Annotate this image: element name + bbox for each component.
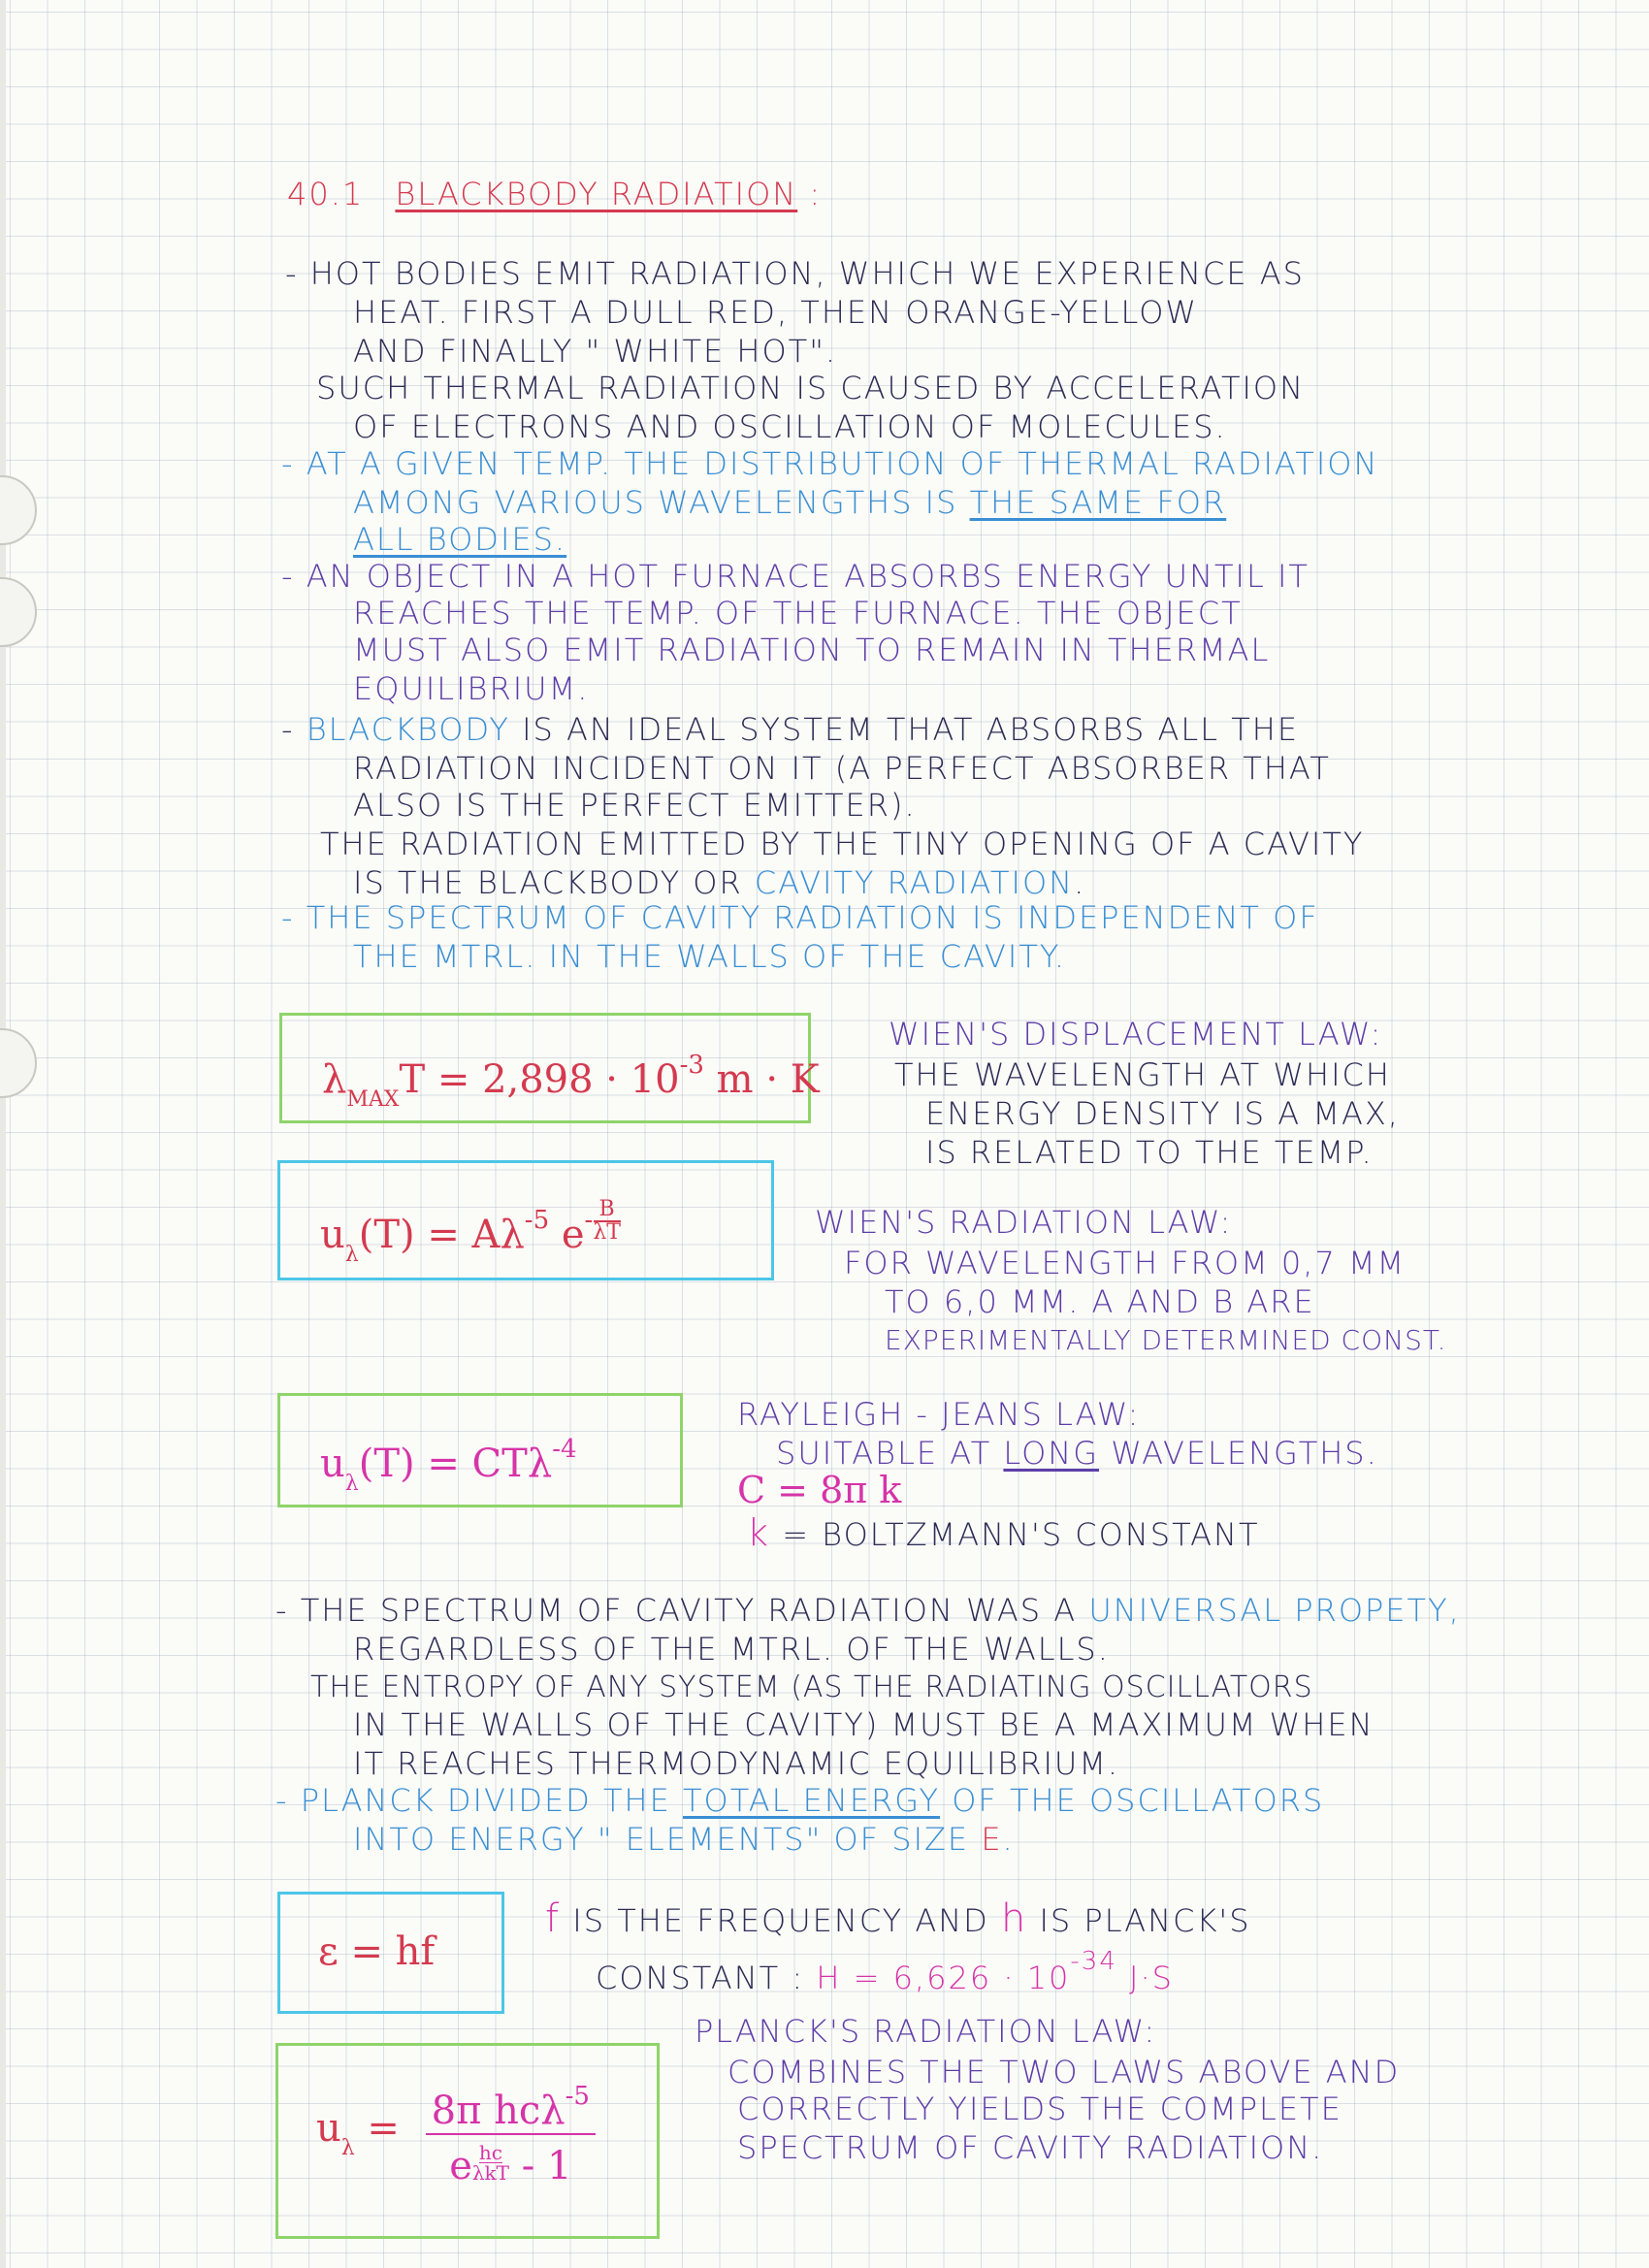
text-line: HEAT. FIRST A DULL RED, THEN ORANGE-YELLOW (353, 294, 1199, 331)
underlined-phrase: THE SAME FOR (969, 484, 1227, 521)
term-total-energy: TOTAL ENERGY (682, 1782, 941, 1819)
text-line: - BLACKBODY IS AN IDEAL SYSTEM THAT ABSORBS ALL THE (281, 711, 1300, 748)
note-title: RAYLEIGH - JEANS LAW: (737, 1396, 1141, 1433)
text-line: ALSO IS THE PERFECT EMITTER). (353, 787, 917, 824)
text-line: SPECTRUM OF CAVITY RADIATION. (737, 2129, 1324, 2166)
text-line: AMONG VARIOUS WAVELENGTHS IS THE SAME FOR (353, 484, 1227, 521)
text-line: IS THE BLACKBODY OR CAVITY RADIATION. (353, 864, 1086, 901)
term-universal-property: UNIVERSAL PROPETY, (1088, 1592, 1461, 1629)
text-line: - AT A GIVEN TEMP. THE DISTRIBUTION OF THERMAL RADIATION (281, 445, 1379, 482)
binder-hole (0, 475, 37, 545)
text-line: RADIATION INCIDENT ON IT (A PERFECT ABSORBER THAT (353, 750, 1331, 787)
text-line: k = BOLTZMANN'S CONSTANT (747, 1511, 1260, 1554)
text-line: - THE SPECTRUM OF CAVITY RADIATION IS INDEPENDENT OF (281, 899, 1319, 936)
text-line: - AN OBJECT IN A HOT FURNACE ABSORBS ENERGY UNTIL IT (281, 558, 1310, 595)
binder-hole (0, 1028, 37, 1098)
text-line: CONSTANT : $H = 6,626 \cdot 10^{-34}$ J·S (596, 1947, 1174, 1996)
text-line: TO 6,0 ΜM. A AND B ARE (885, 1283, 1315, 1320)
text-line: MUST ALSO EMIT RADIATION TO REMAIN IN THERMAL (353, 632, 1271, 668)
underlined-phrase: ALL BODIES. (353, 521, 567, 558)
text-line: EQUILIBRIUM. (353, 670, 590, 707)
text-line: IS RELATED TO THE TEMP. (925, 1134, 1374, 1171)
text-line: THE ENTROPY OF ANY SYSTEM (AS THE RADIATING OSCILLATORS (310, 1670, 1313, 1704)
section-number: 40.1 (287, 176, 365, 212)
text-line: f IS THE FREQUENCY AND h IS PLANCK'S (545, 1896, 1251, 1941)
text-line: THE MTRL. IN THE WALLS OF THE CAVITY. (353, 938, 1067, 975)
text-line: EXPERIMENTALLY DETERMINED CONST. (885, 1324, 1447, 1356)
formula-planck-quantum: ε = hf (318, 1929, 436, 1974)
note-title: WIEN'S DISPLACEMENT LAW: (889, 1016, 1383, 1053)
formula-planck-radiation: $u_\lambda$ = 8π hcλ$^{-5}$ e hc λkT - 1 (316, 2074, 596, 2188)
text-line: THE WAVELENGTH AT WHICH (894, 1056, 1391, 1093)
text-line: INTO ENERGY " ELEMENTS" OF SIZE Ε. (353, 1821, 1015, 1858)
text-line: REACHES THE TEMP. OF THE FURNACE. THE OBJECT (353, 595, 1243, 632)
binder-hole (0, 577, 37, 647)
text-line: SUITABLE AT LONG WAVELENGTHS. (776, 1435, 1378, 1472)
text-line: SUCH THERMAL RADIATION IS CAUSED BY ACCELERATION (316, 370, 1306, 406)
heading-colon: : (809, 176, 823, 212)
note-title: PLANCK'S RADIATION LAW: (695, 2013, 1157, 2050)
formula-rayleigh-jeans: $u_\lambda(T) = CT\lambda^{-4}$ (320, 1435, 577, 1496)
text-line: FOR WAVELENGTH FROM 0,7 ΜM (844, 1245, 1406, 1281)
text-line: IT REACHES THERMODYNAMIC EQUILIBRIUM. (353, 1745, 1120, 1782)
text-line: - HOT BODIES EMIT RADIATION, WHICH WE EXPERIENCE AS (285, 255, 1305, 292)
text-line: AND FINALLY " WHITE HOT". (353, 333, 838, 370)
text-line: - THE SPECTRUM OF CAVITY RADIATION WAS A UNIVERSAL PROPETY, (275, 1592, 1461, 1629)
text-line: REGARDLESS OF THE MTRL. OF THE WALLS. (353, 1631, 1110, 1668)
formula-wien-radiation: $u_\lambda(T) = A\lambda^{-5}$ $e^{- \frac{B}{\lambda T}}$ (320, 1197, 621, 1267)
note-title: WIEN'S RADIATION LAW: (815, 1204, 1233, 1241)
section-heading (287, 175, 822, 213)
text-line: THE RADIATION EMITTED BY THE TINY OPENING OF A CAVITY (320, 826, 1365, 862)
text-line: CORRECTLY YIELDS THE COMPLETE (737, 2090, 1342, 2127)
page-edge (0, 0, 6, 2268)
term-cavity-radiation: CAVITY RADIATION (754, 864, 1075, 901)
text-line: ENERGY DENSITY IS A MAX, (925, 1095, 1400, 1132)
text-line: COMBINES THE TWO LAWS ABOVE AND (728, 2054, 1401, 2090)
formula-wien-displacement: $\lambda_{MAX}T = 2,898 \cdot 10^{-3}$ m · K (322, 1051, 820, 1112)
text-line: - PLANCK DIVIDED THE TOTAL ENERGY OF THE OSCILLATORS (275, 1782, 1325, 1819)
text-line: IN THE WALLS OF THE CAVITY) MUST BE A MAXIMUM WHEN (353, 1706, 1374, 1743)
text-line: OF ELECTRONS AND OSCILLATION OF MOLECULES. (353, 408, 1227, 445)
section-title: BLACKBODY RADIATION (395, 176, 798, 212)
constant-c-definition: C = 8π k (737, 1469, 902, 1511)
term-blackbody: BLACKBODY (306, 711, 510, 748)
